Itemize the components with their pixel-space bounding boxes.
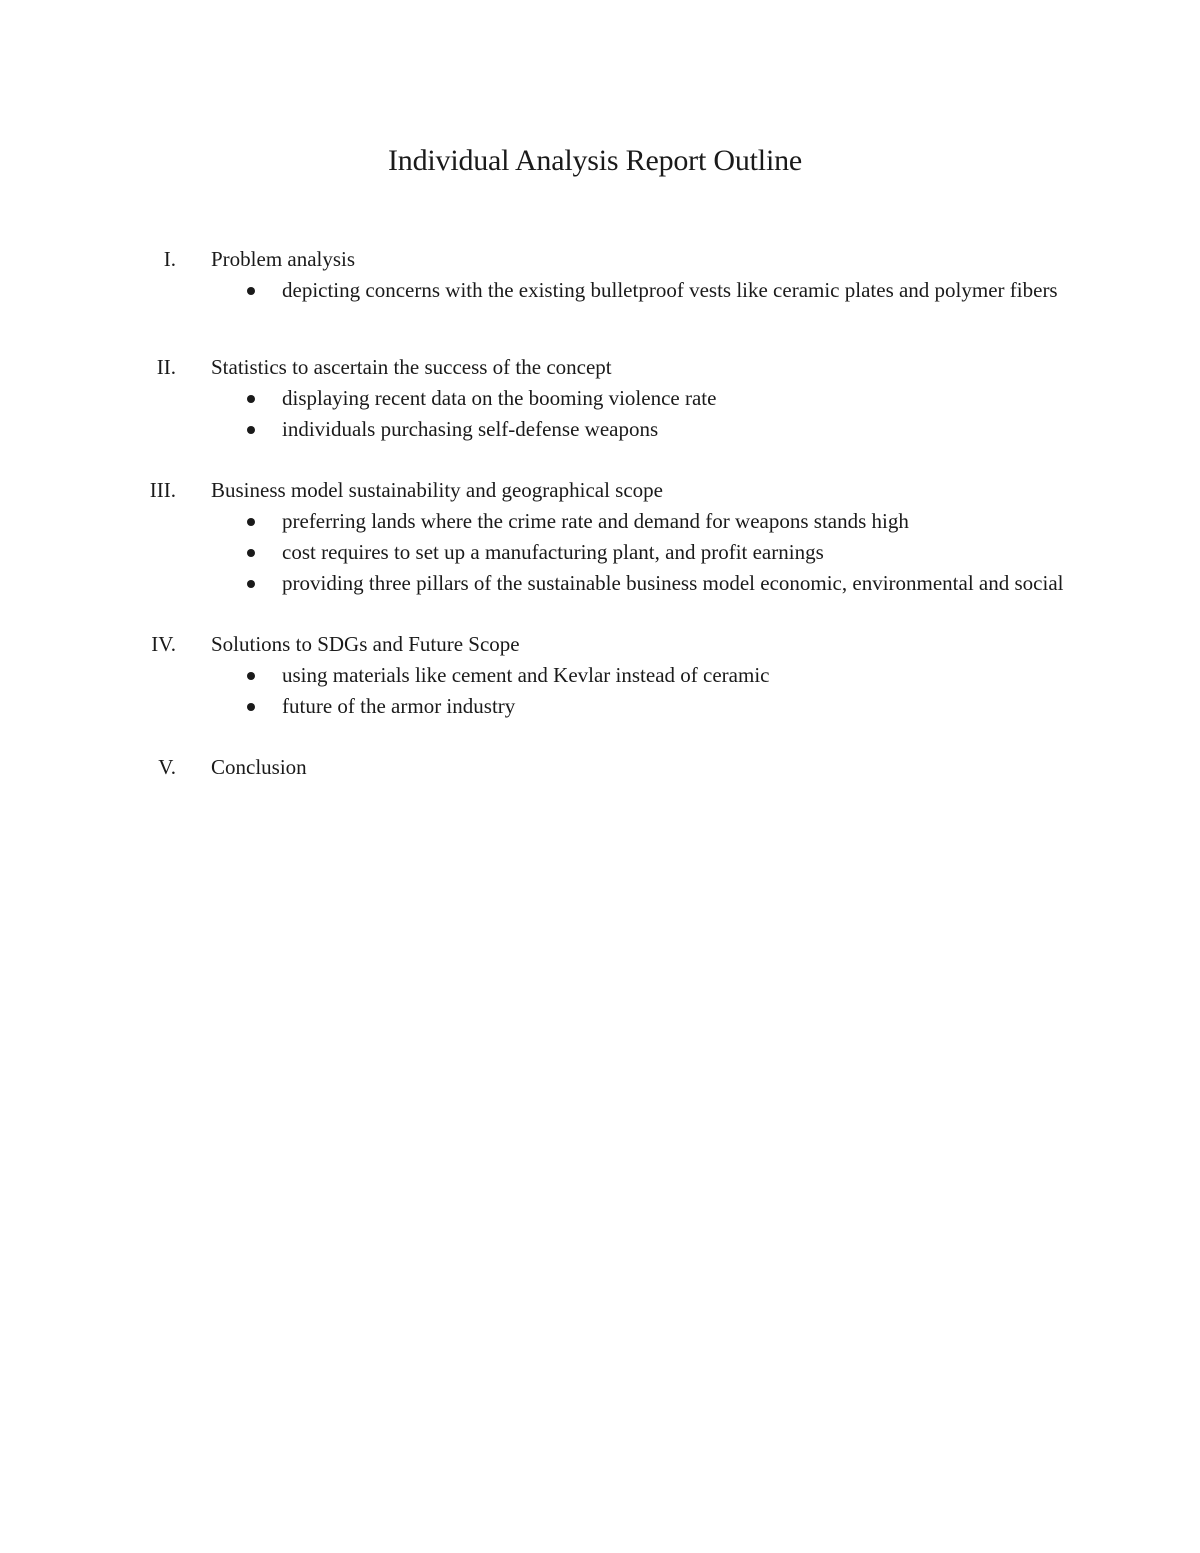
bullet-icon	[247, 703, 255, 711]
section-heading: Conclusion	[211, 755, 307, 779]
bullet-item	[0, 506, 1200, 537]
bullet-list	[0, 506, 1200, 599]
section-heading: Problem analysis	[211, 247, 356, 271]
bullet-list	[0, 383, 1200, 445]
bullet-icon	[247, 395, 255, 403]
bullet-list	[0, 660, 1200, 722]
section-heading: Statistics to ascertain the success of the concept	[211, 355, 612, 379]
bullet-icon	[247, 287, 255, 295]
outline-section	[0, 629, 1200, 722]
section-numeral: IV.	[151, 632, 176, 656]
bullet-text: providing three pillars of the sustainable business model economic, environmental and social	[282, 571, 1064, 595]
section-heading: Solutions to SDGs and Future Scope	[211, 632, 520, 656]
bullet-text: preferring lands where the crime rate and demand for weapons stands high	[282, 509, 909, 533]
bullet-icon	[247, 426, 255, 434]
outline-section	[0, 352, 1200, 445]
bullet-icon	[247, 518, 255, 526]
bullet-icon	[247, 549, 255, 557]
bullet-text: cost requires to set up a manufacturing plant, and profit earnings	[282, 540, 824, 564]
bullet-text: individuals purchasing self-defense weapons	[282, 417, 659, 441]
section-numeral: III.	[149, 478, 176, 502]
bullet-item	[0, 537, 1200, 568]
section-numeral: V.	[158, 755, 176, 779]
page-title: Individual Analysis Report Outline	[388, 144, 802, 177]
bullet-icon	[247, 580, 255, 588]
bullet-text: displaying recent data on the booming violence rate	[282, 386, 717, 410]
bullet-item	[0, 660, 1200, 691]
outline-section	[0, 475, 1200, 599]
bullet-text: using materials like cement and Kevlar instead of ceramic	[282, 663, 770, 687]
outline-section	[0, 752, 1200, 783]
bullet-item	[0, 691, 1200, 722]
bullet-text: future of the armor industry	[282, 694, 516, 718]
bullet-icon	[247, 672, 255, 680]
bullet-item	[0, 275, 1200, 306]
bullet-list	[0, 275, 1200, 306]
bullet-item	[0, 414, 1200, 445]
section-numeral: I.	[163, 247, 176, 271]
outline-section	[0, 244, 1200, 306]
bullet-text: depicting concerns with the existing bulletproof vests like ceramic plates and polymer fibers	[282, 278, 1058, 302]
bullet-item	[0, 568, 1200, 599]
section-numeral: II.	[156, 355, 176, 379]
section-heading: Business model sustainability and geographical scope	[211, 478, 663, 502]
outline-list	[0, 244, 1200, 813]
bullet-item	[0, 383, 1200, 414]
